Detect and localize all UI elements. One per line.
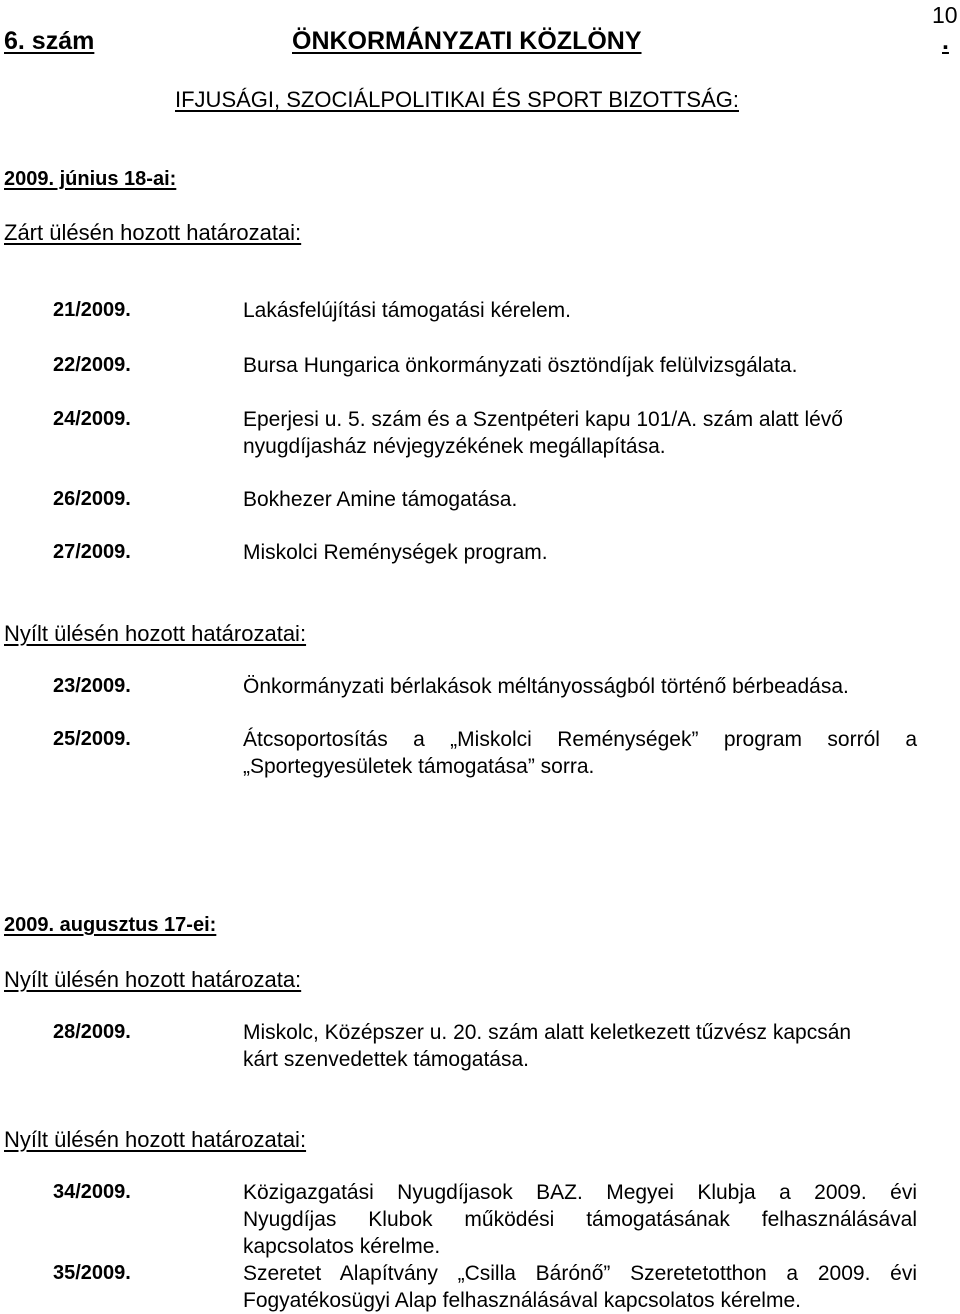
resolution-number: 35/2009. (53, 1262, 131, 1284)
meeting-date-august: 2009. augusztus 17-ei: (4, 914, 217, 936)
resolution-text: kapcsolatos kérelme. (243, 1235, 441, 1258)
resolution-text: „Sportegyesületek támogatása” sorra. (243, 755, 595, 778)
resolution-text: Miskolci Reménységek program. (243, 541, 548, 564)
resolution-text: Bursa Hungarica önkormányzati ösztöndíjak felülvizsgálata. (243, 354, 798, 377)
committee-title: IFJUSÁGI, SZOCIÁLPOLITIKAI ÉS SPORT BIZOTTSÁG: (175, 87, 739, 112)
resolution-number: 21/2009. (53, 299, 131, 321)
closed-session-heading: Zárt ülésén hozott határozatai: (4, 220, 302, 245)
resolution-text: Közigazgatási Nyugdíjasok BAZ. Megyei Klubja a 2009. évi (243, 1181, 917, 1204)
resolution-text: Szeretet Alapítvány „Csilla Bárónő” Szeretetotthon a 2009. évi (243, 1262, 917, 1285)
resolution-number: 24/2009. (53, 408, 131, 430)
resolution-number: 22/2009. (53, 354, 131, 376)
journal-title: ÖNKORMÁNYZATI KÖZLÖNY (292, 27, 642, 55)
resolution-text: Átcsoportosítás a „Miskolci Reménységek” program sorról a (243, 728, 917, 751)
header-dot: . (942, 27, 949, 55)
resolution-number: 26/2009. (53, 488, 131, 510)
resolution-text: kárt szenvedettek támogatása. (243, 1048, 529, 1071)
page-number: 10 (932, 2, 958, 28)
resolution-text: Eperjesi u. 5. szám és a Szentpéteri kapu 101/A. szám alatt lévő (243, 408, 843, 431)
resolution-text: Miskolc, Középszer u. 20. szám alatt keletkezett tűzvész kapcsán (243, 1021, 852, 1044)
resolution-text: Fogyatékosügyi Alap felhasználásával kapcsolatos kérelme. (243, 1289, 801, 1312)
resolution-number: 23/2009. (53, 675, 131, 697)
resolution-text: Nyugdíjas Klubok működési támogatásának felhasználásával (243, 1208, 917, 1231)
resolution-text: Lakásfelújítási támogatási kérelem. (243, 299, 571, 322)
resolution-text: nyugdíjasház névjegyzékének megállapítása. (243, 435, 666, 458)
open-session-heading: Nyílt ülésén hozott határozatai: (4, 621, 307, 646)
meeting-date-june: 2009. június 18-ai: (4, 168, 177, 190)
resolution-number: 34/2009. (53, 1181, 131, 1203)
open-session-heading: Nyílt ülésén hozott határozatai: (4, 1127, 307, 1152)
resolution-number: 28/2009. (53, 1021, 131, 1043)
resolution-text: Önkormányzati bérlakások méltányosságból történő bérbeadása. (243, 675, 849, 698)
resolution-number: 25/2009. (53, 728, 131, 750)
open-session-heading: Nyílt ülésén hozott határozata: (4, 967, 302, 992)
resolution-number: 27/2009. (53, 541, 131, 563)
resolution-text: Bokhezer Amine támogatása. (243, 488, 518, 511)
issue-number: 6. szám (4, 27, 95, 55)
